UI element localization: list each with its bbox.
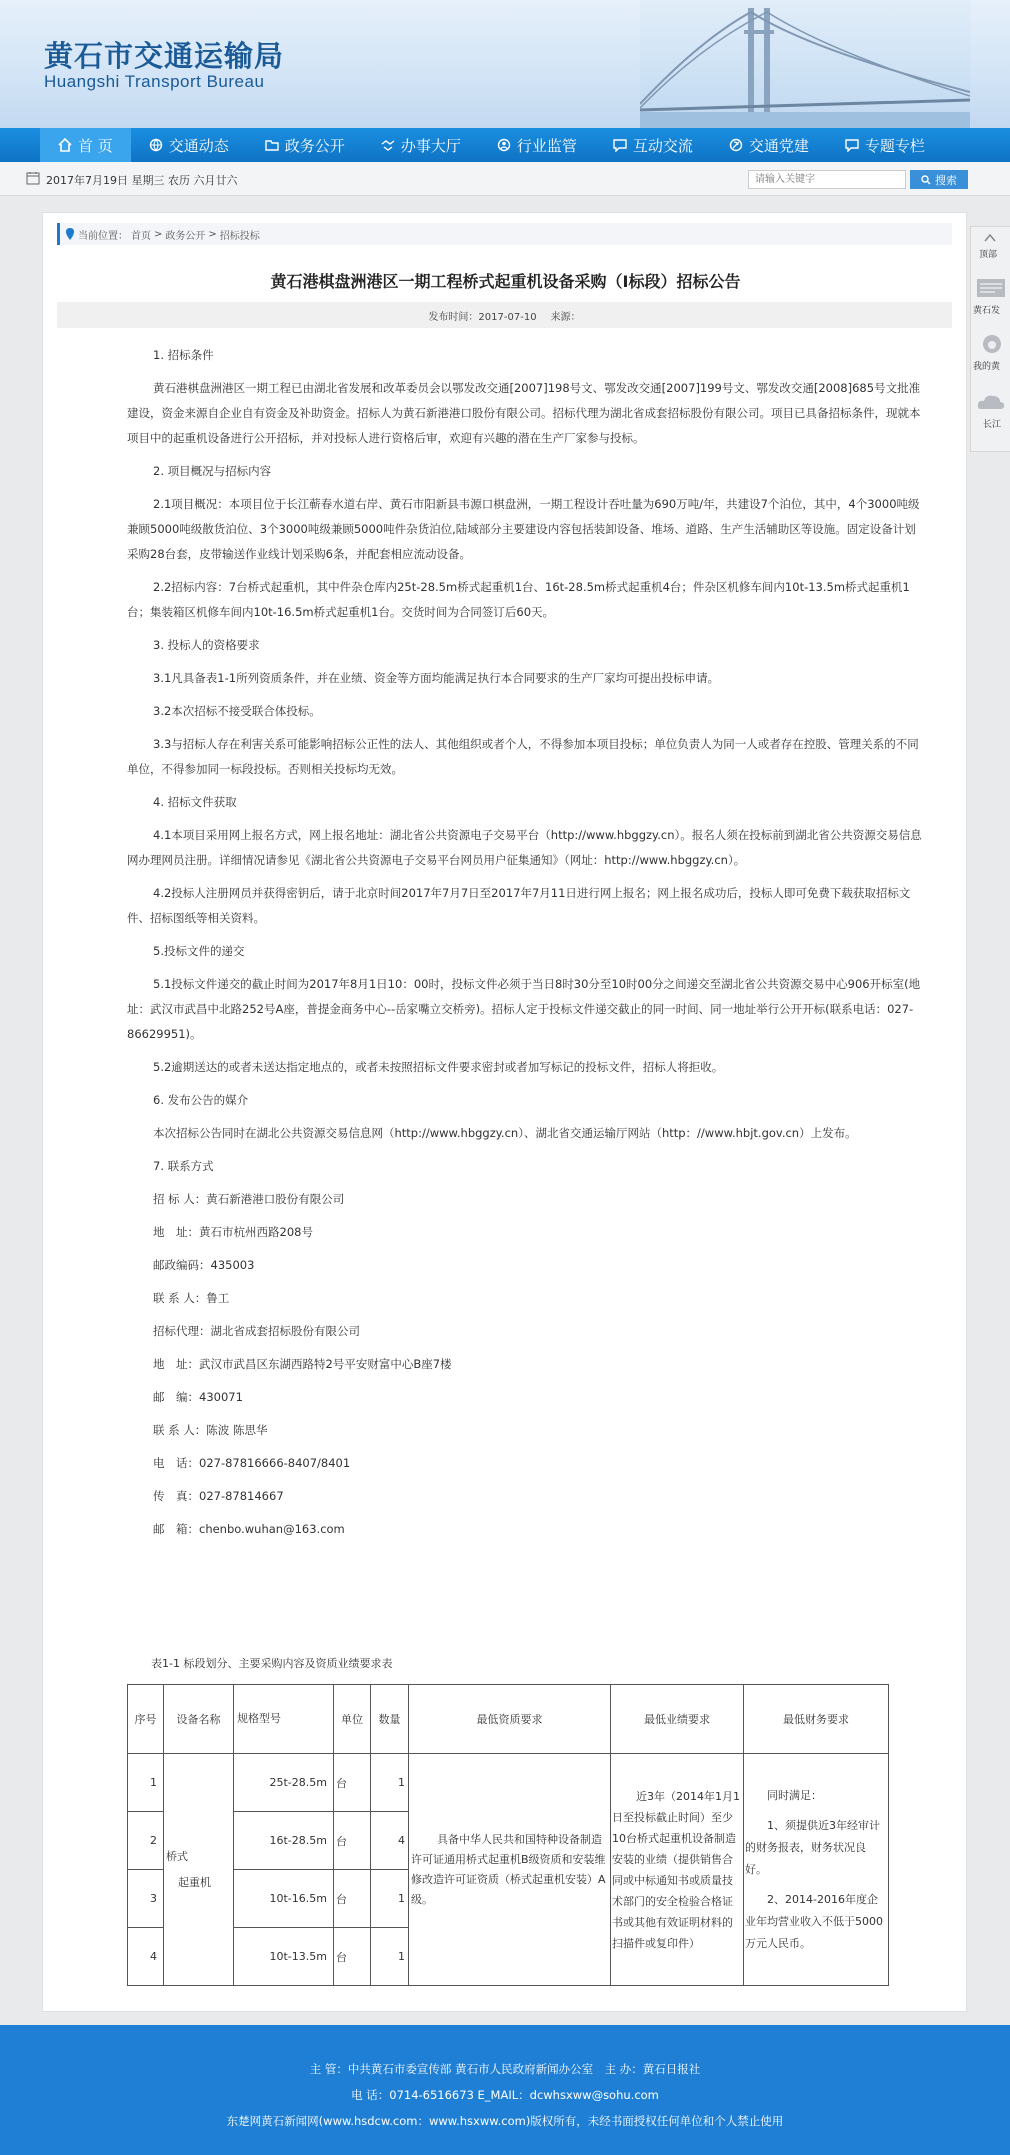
cell-unit: 台 <box>334 1870 371 1928</box>
article-paragraph: 4. 招标文件获取 <box>153 795 237 809</box>
weibo-icon <box>977 333 1007 355</box>
main-nav <box>0 128 1010 162</box>
article-paragraph: 邮 编：430071 <box>153 1390 243 1404</box>
nav-party-building[interactable] <box>711 128 827 162</box>
breadcrumb-prefix: 当前位置： <box>78 230 128 242</box>
cell-no: 3 <box>128 1870 164 1928</box>
nav-party-building-label: 交通党建 <box>748 136 809 155</box>
current-date: 2017年7月19日 星期三 农历 六月廿六 <box>46 174 238 187</box>
article-paragraph: 3.2本次招标不接受联合体投标。 <box>153 704 321 718</box>
th-device: 设备名称 <box>164 1685 234 1754</box>
cell-qualification: 具备中华人民共和国特种设备制造许可证通用桥式起重机B级资质和安装维修改造许可证资质（桥式起重机安装）A级。 <box>409 1754 611 1986</box>
rf-link-mine[interactable]: 我的黄 <box>973 362 1001 372</box>
table-row <box>128 1754 889 1812</box>
breadcrumb-separator: > <box>154 228 163 240</box>
article-card <box>42 212 967 2012</box>
breadcrumb <box>57 223 952 245</box>
article-paragraph: 黄石港棋盘洲港区一期工程已由湖北省发展和改革委员会以鄂发改交通[2007]198号文、鄂发改交通[2007]199号文、鄂发改交通[2008]685号文批准建设，资金来源自企业自有资金及补助资金。招标人为黄石新港港口股份有限公司。招标代理为湖北省成套招标股份有限公司。项目已具备招标条件，现就本项目中的起重机设备进行公开招标，并对投标人进行资格后审，欢迎有兴趣的潜在生产厂家参与投标。 <box>127 381 921 445</box>
cloud-icon <box>975 391 1007 413</box>
search-button[interactable] <box>910 170 968 189</box>
cell-qty: 1 <box>371 1928 409 1986</box>
cell-finance <box>744 1754 889 1986</box>
home-icon <box>58 138 72 152</box>
finance-req-1: 1、须提供近3年经审计的财务报表，财务状况良好。 <box>745 1818 880 1876</box>
nav-gov-affairs-label: 政务公开 <box>284 136 345 155</box>
th-no: 序号 <box>128 1685 164 1754</box>
th-qualification: 最低资质要求 <box>409 1685 611 1754</box>
nav-home-label: 首 页 <box>78 136 113 155</box>
article-paragraph: 4.1本项目采用网上报名方式，网上报名地址：湖北省公共资源电子交易平台（http://www.hbggzy.cn）。报名人须在投标前到湖北省公共资源交易信息网办理网员注册。详细情况请参见《湖北省公共资源电子交易平台网员用户征集通知》（网址：http://www.hbggzy.cn）。 <box>127 828 922 867</box>
cell-unit: 台 <box>334 1928 371 1986</box>
article-paragraph: 2.1项目概况：本项目位于长江蕲春水道右岸、黄石市阳新县韦源口棋盘洲，一期工程设计吞吐量为690万吨/年，共建设7个泊位，其中，4个3000吨级兼顾5000吨级散货泊位、3个3000吨级兼顾5000吨件杂货泊位,陆域部分主要建设内容包括装卸设备、堆场、道路、生产生活辅助区等设施。固定设备计划采购28台套，皮带输送作业线计划采购6条，并配套相应流动设备。 <box>127 497 920 561</box>
article-paragraph: 5.投标文件的递交 <box>153 944 245 958</box>
article-paragraph: 3. 投标人的资格要求 <box>153 638 260 652</box>
th-spec: 规格型号 <box>234 1685 334 1754</box>
article-paragraph: 3.3与招标人存在利害关系可能影响招标公正性的法人、其他组织或者个人，不得参加本项目投标；单位负责人为同一人或者存在控股、管理关系的不同单位，不得参加同一标段投标。否则相关投标均无效。 <box>127 737 919 776</box>
article-paragraph: 招标代理：湖北省成套招标股份有限公司 <box>153 1324 360 1338</box>
nav-interaction-label: 互动交流 <box>632 136 693 155</box>
article-paragraph: 传 真：027-87814667 <box>153 1489 284 1503</box>
publish-date: 发布时间：2017-07-10 <box>428 311 537 323</box>
site-header <box>0 0 1010 128</box>
article-paragraph: 地 址：黄石市杭州西路208号 <box>153 1225 313 1239</box>
article-paragraph: 地 址：武汉市武昌区东湖西路特2号平安财富中心B座7楼 <box>153 1357 452 1371</box>
date-search-bar <box>0 162 1010 196</box>
nav-gov-affairs[interactable] <box>247 128 363 162</box>
cell-unit: 台 <box>334 1812 371 1870</box>
device-name-line1: 桥式 <box>166 1849 188 1863</box>
site-title-en: Huangshi Transport Bureau <box>44 72 265 91</box>
calendar-icon <box>26 171 40 185</box>
rf-link-huangshi[interactable]: 黄石发 <box>973 306 1001 316</box>
site-footer <box>0 2025 1010 2155</box>
nav-service-hall[interactable] <box>363 128 479 162</box>
spec-table <box>127 1684 889 1986</box>
th-finance: 最低财务要求 <box>744 1685 889 1754</box>
article-paragraph: 2. 项目概况与招标内容 <box>153 464 272 478</box>
chevron-up-icon <box>983 233 997 243</box>
breadcrumb-home[interactable]: 首页 <box>131 230 151 242</box>
finance-req-2: 2、2014-2016年度企业年均营业收入不低于5000万元人民币。 <box>745 1892 883 1950</box>
cell-qty: 4 <box>371 1812 409 1870</box>
handshake-icon <box>381 138 395 152</box>
cell-spec: 25t-28.5m <box>234 1754 334 1812</box>
nav-interaction[interactable] <box>595 128 711 162</box>
article-paragraph: 6. 发布公告的媒介 <box>153 1093 249 1107</box>
search-icon <box>921 175 931 185</box>
person-icon <box>497 138 511 152</box>
th-performance: 最低业绩要求 <box>611 1685 744 1754</box>
search-button-label: 搜索 <box>935 173 957 187</box>
site-title[interactable]: 黄石市交通运输局 <box>44 39 285 73</box>
right-float-panel <box>970 226 1010 452</box>
bridge-banner-image <box>640 0 970 128</box>
nav-service-hall-label: 办事大厅 <box>400 136 461 155</box>
article-body <box>127 343 927 1550</box>
nav-supervision[interactable] <box>479 128 595 162</box>
nav-supervision-label: 行业监管 <box>516 136 577 155</box>
breadcrumb-bidding[interactable]: 招标投标 <box>219 230 260 242</box>
breadcrumb-gov-affairs[interactable]: 政务公开 <box>165 230 206 242</box>
finance-intro: 同时满足： <box>767 1788 822 1802</box>
chat-icon <box>613 138 627 152</box>
footer-contact: 电 话：0714-6516673 E_MAIL：dcwhsxww@sohu.com <box>351 2088 659 2102</box>
cell-performance: 近3年（2014年1月1日至投标截止时间）至少10台桥式起重机设备制造安装的业绩（提供销售合同或中标通知书或质量技术部门的安全检验合格证书或其他有效证明材料的扫描件或复印件） <box>611 1754 744 1986</box>
table-header-row <box>128 1685 889 1754</box>
article-paragraph: 7. 联系方式 <box>153 1159 214 1173</box>
cell-spec: 10t-16.5m <box>234 1870 334 1928</box>
article-title: 黄石港棋盘洲港区一期工程桥式起重机设备采购（Ⅰ标段）招标公告 <box>270 272 741 291</box>
cell-qty: 1 <box>371 1754 409 1812</box>
device-name-line2: 起重机 <box>178 1875 211 1889</box>
nav-traffic-news[interactable] <box>131 128 247 162</box>
chat-icon <box>845 138 859 152</box>
back-to-top-link[interactable]: 顶部 <box>979 250 998 260</box>
location-pin-icon <box>66 228 74 240</box>
article-paragraph: 邮 箱：chenbo.wuhan@163.com <box>153 1522 345 1536</box>
article-paragraph: 5.1投标文件递交的截止时间为2017年8月1日10：00时，投标文件必须于当日8时30分至10时00分之间递交至湖北省公共资源交易中心906开标室(地址：武汉市武昌中北路252号A座，普提金商务中心--岳家嘴立交桥旁)。招标人定于投标文件递交截止的同一时间、同一地址举行公开开标(联系电话：027-86629951)。 <box>127 977 921 1041</box>
article-paragraph: 邮政编码：435003 <box>153 1258 255 1272</box>
globe-icon <box>149 138 163 152</box>
article-paragraph: 联 系 人：鲁工 <box>153 1291 230 1305</box>
nav-special-topics-label: 专题专栏 <box>864 136 925 155</box>
nav-special-topics[interactable] <box>827 128 943 162</box>
article-paragraph: 5.2逾期送达的或者未送达指定地点的，或者未按照招标文件要求密封或者加写标记的投标文件，招标人将拒收。 <box>153 1060 724 1074</box>
article-paragraph: 招 标 人：黄石新港港口股份有限公司 <box>153 1192 345 1206</box>
article-paragraph: 本次招标公告同时在湖北公共资源交易信息网（http://www.hbggzy.cn）、湖北省交通运输厅网站（http：//www.hbjt.gov.cn）上发布。 <box>153 1126 857 1140</box>
article-paragraph: 电 话：027-87816666-8407/8401 <box>153 1456 351 1470</box>
th-unit: 单位 <box>334 1685 371 1754</box>
article-paragraph: 1. 招标条件 <box>153 348 214 362</box>
newspaper-icon <box>975 277 1007 299</box>
table-caption: 表1-1 标段划分、主要采购内容及资质业绩要求表 <box>151 1657 393 1670</box>
search-input[interactable] <box>748 170 906 189</box>
cell-no: 1 <box>128 1754 164 1812</box>
footer-sponsor: 主 管：中共黄石市委宣传部 黄石市人民政府新闻办公室 主 办：黄石日报社 <box>309 2062 701 2076</box>
article-source: 来源： <box>550 311 581 323</box>
article-paragraph: 3.1凡具备表1-1所列资质条件，并在业绩、资金等方面均能满足执行本合同要求的生产厂家均可提出投标申请。 <box>153 671 720 685</box>
party-icon <box>729 138 743 152</box>
rf-link-changjiang[interactable]: 长江 <box>983 420 1002 430</box>
nav-home[interactable] <box>40 128 131 162</box>
cell-qty: 1 <box>371 1870 409 1928</box>
cell-device <box>164 1754 234 1986</box>
cell-unit: 台 <box>334 1754 371 1812</box>
breadcrumb-separator: > <box>208 228 217 240</box>
footer-copyright: 东楚网黄石新闻网(www.hsdcw.com：www.hsxww.com)版权所有，未经书面授权任何单位和个人禁止使用 <box>226 2114 784 2128</box>
folder-icon <box>265 138 279 152</box>
cell-spec: 16t-28.5m <box>234 1812 334 1870</box>
th-qty: 数量 <box>371 1685 409 1754</box>
article-meta <box>57 302 952 328</box>
cell-spec: 10t-13.5m <box>234 1928 334 1986</box>
article-paragraph: 2.2招标内容：7台桥式起重机，其中件杂仓库内25t-28.5m桥式起重机1台、16t-28.5m桥式起重机4台；件杂区机修车间内10t-13.5m桥式起重机1台；集装箱区机修车间内10t-16.5m桥式起重机1台。交货时间为合同签订后60天。 <box>127 580 910 619</box>
cell-no: 2 <box>128 1812 164 1870</box>
article-paragraph: 联 系 人：陈波 陈思华 <box>153 1423 268 1437</box>
nav-traffic-news-label: 交通动态 <box>168 136 229 155</box>
cell-no: 4 <box>128 1928 164 1986</box>
article-paragraph: 4.2投标人注册网员并获得密钥后，请于北京时间2017年7月7日至2017年7月11日进行网上报名；网上报名成功后，投标人即可免费下载获取招标文件、招标图纸等相关资料。 <box>127 886 911 925</box>
